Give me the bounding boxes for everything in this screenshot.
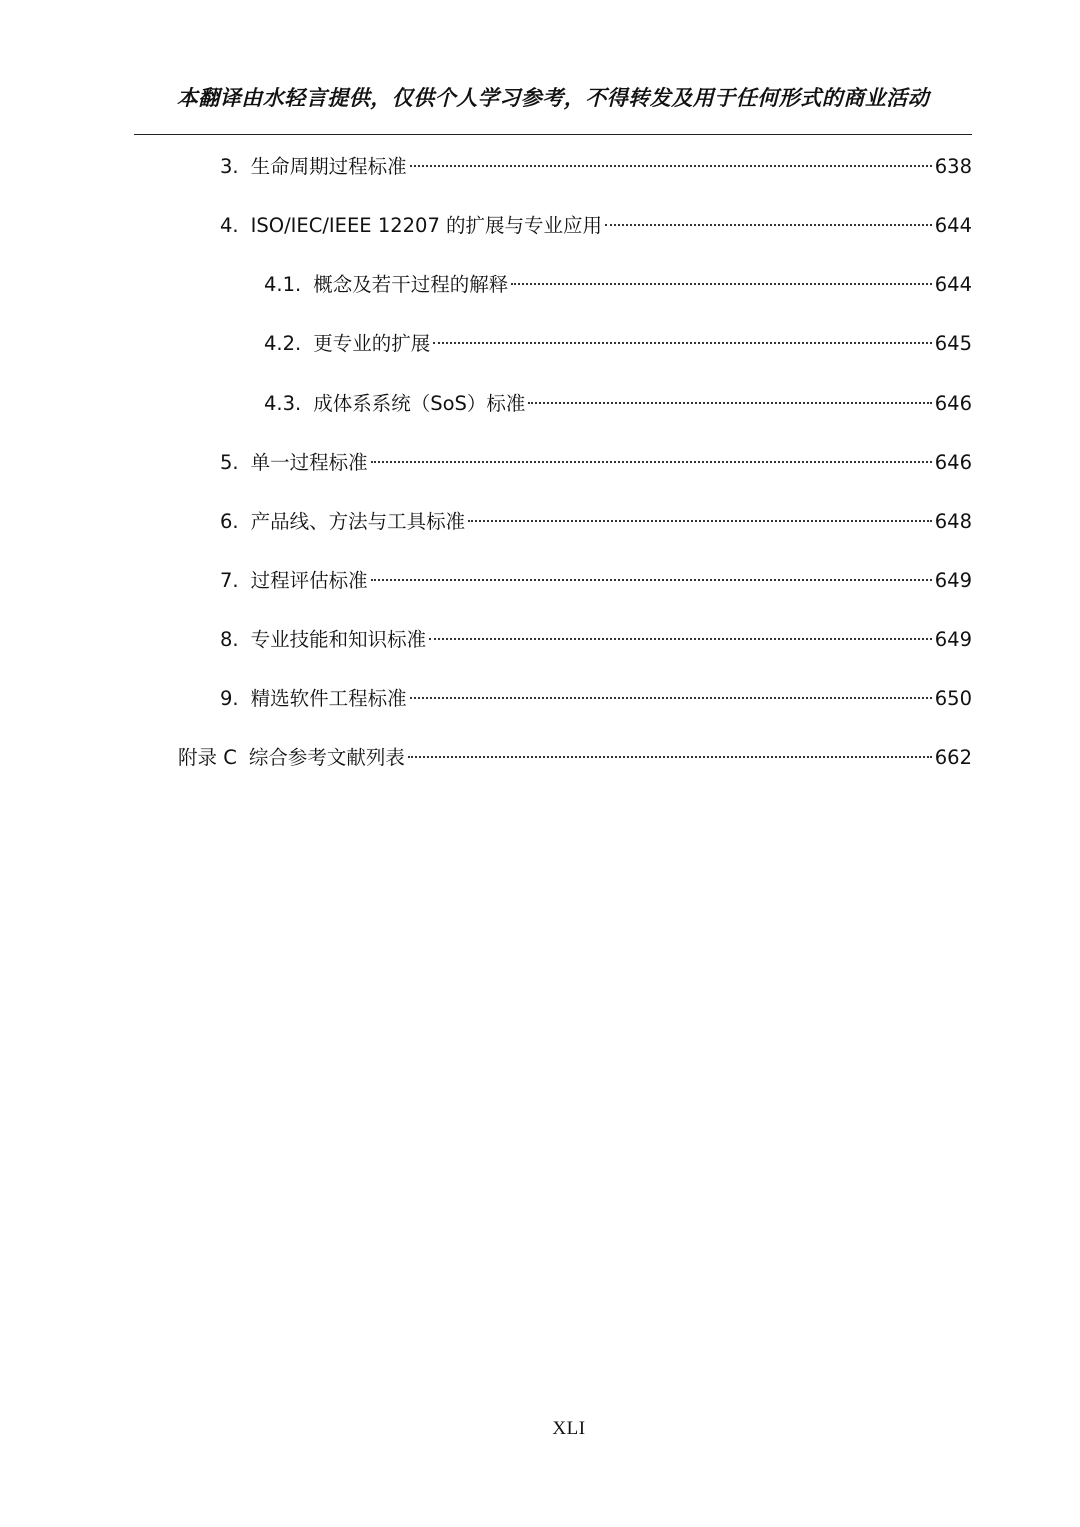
toc-entry-page: 644 <box>934 214 972 237</box>
toc-entry[interactable] <box>264 389 972 419</box>
toc-entry[interactable] <box>220 684 972 714</box>
toc-entry[interactable] <box>220 211 972 241</box>
toc-entry-number: 6. <box>220 510 239 533</box>
toc-entry[interactable] <box>220 152 972 182</box>
toc-entry-title: 综合参考文献列表 <box>248 746 405 769</box>
toc-dot-leader <box>511 283 932 285</box>
toc-entry-number: 附录 C <box>178 746 237 769</box>
toc-entry-number: 4. <box>220 214 239 237</box>
toc-entry[interactable] <box>220 566 972 596</box>
toc-entry-page: 646 <box>934 451 972 474</box>
header-notice: 本翻译由水轻言提供，仅供个人学习参考，不得转发及用于任何形式的商业活动 <box>176 86 930 110</box>
toc-entry-page: 646 <box>934 392 972 415</box>
toc-entry-number: 9. <box>220 687 239 710</box>
toc-entry-title: 专业技能和知识标准 <box>250 628 427 651</box>
toc-entry-number: 5. <box>220 451 239 474</box>
toc-dot-leader <box>371 579 932 581</box>
toc-entry-page: 650 <box>934 687 972 710</box>
toc-entry-number: 4.1. <box>264 273 302 296</box>
toc-entry-title: 精选软件工程标准 <box>250 687 407 710</box>
toc-entry-number: 4.3. <box>264 392 302 415</box>
toc-dot-leader <box>605 224 932 226</box>
toc-dot-leader <box>410 165 932 167</box>
toc-dot-leader <box>410 697 932 699</box>
toc-dot-leader <box>528 402 931 404</box>
toc-dot-leader <box>429 638 932 640</box>
toc-entry-page: 649 <box>934 628 972 651</box>
page-number: XLI <box>552 1418 586 1439</box>
toc-dot-leader <box>468 520 932 522</box>
toc-entry-number: 4.2. <box>264 332 302 355</box>
toc-entry-page: 644 <box>934 273 972 296</box>
toc-entry-number: 7. <box>220 569 239 592</box>
toc-entry-title: 更专业的扩展 <box>313 332 431 355</box>
toc-entry-page: 662 <box>934 746 972 769</box>
toc-entry-appendix[interactable] <box>178 743 972 773</box>
toc-dot-leader <box>408 756 932 758</box>
toc-entry[interactable] <box>264 329 972 359</box>
toc-entry[interactable] <box>220 625 972 655</box>
toc-entry-title: 单一过程标准 <box>250 451 368 474</box>
toc-dot-leader <box>433 342 932 344</box>
toc-entry-page: 648 <box>934 510 972 533</box>
toc-entry[interactable] <box>264 270 972 300</box>
toc-entry-number: 3. <box>220 155 239 178</box>
toc-entry-title: 过程评估标准 <box>250 569 368 592</box>
toc-entry-title: 成体系系统（SoS）标准 <box>313 392 526 415</box>
toc-entry-page: 645 <box>934 332 972 355</box>
toc-entry-title: 产品线、方法与工具标准 <box>250 510 466 533</box>
toc-entry-title: 概念及若干过程的解释 <box>313 273 509 296</box>
toc-entry-page: 638 <box>934 155 972 178</box>
toc-entry-title: 生命周期过程标准 <box>250 155 407 178</box>
toc-entry-page: 649 <box>934 569 972 592</box>
toc-dot-leader <box>371 461 932 463</box>
toc-entry[interactable] <box>220 507 972 537</box>
toc-entry-title: ISO/IEC/IEEE 12207 的扩展与专业应用 <box>250 214 603 237</box>
toc-entry-number: 8. <box>220 628 239 651</box>
toc-entry[interactable] <box>220 448 972 478</box>
